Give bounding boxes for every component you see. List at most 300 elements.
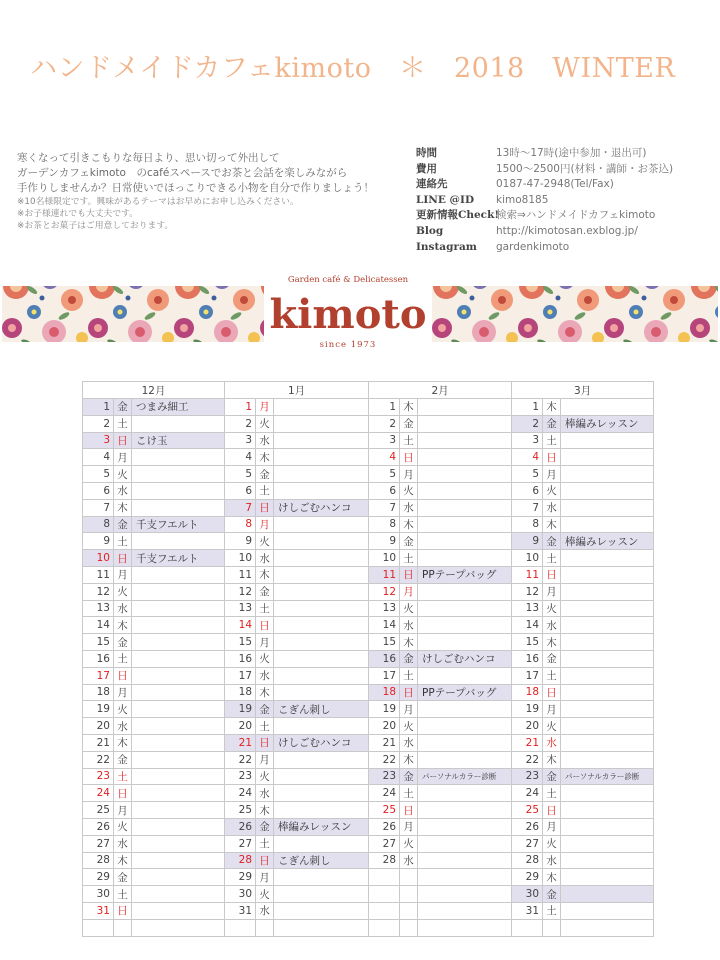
day-number: 24 xyxy=(369,785,400,802)
weekday: 木 xyxy=(400,751,418,768)
event xyxy=(132,684,225,701)
intro-text xyxy=(17,151,417,232)
day-number xyxy=(369,902,400,919)
weekday: 土 xyxy=(114,650,132,667)
weekday: 火 xyxy=(543,835,561,852)
day-number: 19 xyxy=(512,701,543,718)
info-value: 0187-47-2948(Tel/Fax) xyxy=(496,178,614,191)
weekday: 木 xyxy=(114,617,132,634)
event xyxy=(274,667,369,684)
weekday: 日 xyxy=(543,566,561,583)
event xyxy=(418,751,512,768)
weekday: 金 xyxy=(114,516,132,533)
day-number: 4 xyxy=(225,449,256,466)
weekday: 水 xyxy=(543,852,561,869)
weekday: 月 xyxy=(114,684,132,701)
event: つまみ細工 xyxy=(132,399,225,416)
event xyxy=(274,399,369,416)
weekday: 木 xyxy=(256,566,274,583)
day-number: 23 xyxy=(225,768,256,785)
event xyxy=(132,600,225,617)
weekday: 月 xyxy=(543,701,561,718)
weekday: 日 xyxy=(400,566,418,583)
weekday: 水 xyxy=(256,550,274,567)
event xyxy=(274,919,369,936)
day-number: 27 xyxy=(369,835,400,852)
day-number: 30 xyxy=(83,886,114,903)
weekday: 月 xyxy=(400,583,418,600)
event xyxy=(561,516,654,533)
weekday xyxy=(543,919,561,936)
event: こぎん刺し xyxy=(274,852,369,869)
weekday: 土 xyxy=(256,718,274,735)
event xyxy=(561,869,654,886)
weekday: 日 xyxy=(543,684,561,701)
weekday: 水 xyxy=(114,835,132,852)
event xyxy=(418,785,512,802)
day-number: 26 xyxy=(369,818,400,835)
event xyxy=(561,449,654,466)
day-number: 8 xyxy=(512,516,543,533)
weekday: 木 xyxy=(400,634,418,651)
day-number: 16 xyxy=(83,650,114,667)
event xyxy=(418,449,512,466)
page-title: ハンドメイドカフェkimoto ＊ 2018 WINTER xyxy=(30,53,676,84)
calendar-row xyxy=(83,718,654,735)
weekday: 月 xyxy=(400,701,418,718)
day-number: 11 xyxy=(225,566,256,583)
weekday: 火 xyxy=(256,533,274,550)
event xyxy=(274,566,369,583)
weekday: 金 xyxy=(400,768,418,785)
info-contact xyxy=(416,177,716,193)
day-number: 30 xyxy=(512,886,543,903)
banner-tagline: Garden café & Delicatessen xyxy=(287,275,409,285)
weekday: 火 xyxy=(400,718,418,735)
event xyxy=(132,886,225,903)
event: こぎん刺し xyxy=(274,701,369,718)
event xyxy=(274,869,369,886)
event xyxy=(274,768,369,785)
day-number: 28 xyxy=(83,852,114,869)
intro-note: ※お子様連れでも大丈夫です。 xyxy=(17,209,139,219)
weekday: 金 xyxy=(543,768,561,785)
weekday: 木 xyxy=(400,399,418,416)
weekday: 土 xyxy=(256,835,274,852)
day-number: 12 xyxy=(83,583,114,600)
weekday xyxy=(400,886,418,903)
kimoto-logo: kimoto xyxy=(269,291,427,338)
event xyxy=(418,818,512,835)
day-number: 24 xyxy=(512,785,543,802)
event xyxy=(418,701,512,718)
weekday: 水 xyxy=(400,852,418,869)
day-number xyxy=(512,919,543,936)
calendar-row xyxy=(83,482,654,499)
weekday: 木 xyxy=(256,684,274,701)
weekday: 金 xyxy=(114,751,132,768)
weekday: 水 xyxy=(256,432,274,449)
event: PPテープバッグ xyxy=(418,566,512,583)
day-number: 9 xyxy=(369,533,400,550)
event xyxy=(561,802,654,819)
day-number: 17 xyxy=(225,667,256,684)
day-number: 23 xyxy=(512,768,543,785)
event xyxy=(274,617,369,634)
calendar-row xyxy=(83,432,654,449)
event xyxy=(418,919,512,936)
info-fee xyxy=(416,162,716,178)
weekday: 木 xyxy=(114,499,132,516)
weekday: 月 xyxy=(114,566,132,583)
event xyxy=(132,802,225,819)
info-value: kimo8185 xyxy=(496,193,549,206)
day-number: 21 xyxy=(369,734,400,751)
day-number: 22 xyxy=(512,751,543,768)
event xyxy=(274,718,369,735)
event xyxy=(132,919,225,936)
weekday: 土 xyxy=(543,902,561,919)
event xyxy=(418,600,512,617)
event xyxy=(418,718,512,735)
event xyxy=(418,583,512,600)
calendar-row xyxy=(83,852,654,869)
day-number: 26 xyxy=(225,818,256,835)
day-number: 20 xyxy=(512,718,543,735)
weekday: 火 xyxy=(400,835,418,852)
day-number: 10 xyxy=(83,550,114,567)
weekday: 月 xyxy=(256,634,274,651)
calendar-row xyxy=(83,634,654,651)
event xyxy=(561,902,654,919)
weekday: 日 xyxy=(114,667,132,684)
event xyxy=(274,482,369,499)
day-number: 2 xyxy=(83,415,114,432)
weekday: 水 xyxy=(256,785,274,802)
weekday: 日 xyxy=(114,550,132,567)
day-number: 9 xyxy=(83,533,114,550)
calendar-row xyxy=(83,886,654,903)
event xyxy=(274,600,369,617)
weekday: 日 xyxy=(114,432,132,449)
event xyxy=(132,533,225,550)
day-number: 10 xyxy=(512,550,543,567)
weekday: 日 xyxy=(256,852,274,869)
day-number: 17 xyxy=(512,667,543,684)
calendar-row xyxy=(83,667,654,684)
weekday: 日 xyxy=(543,802,561,819)
event xyxy=(418,399,512,416)
day-number: 8 xyxy=(83,516,114,533)
day-number: 13 xyxy=(225,600,256,617)
day-number: 8 xyxy=(225,516,256,533)
day-number: 16 xyxy=(512,650,543,667)
event xyxy=(418,802,512,819)
day-number: 9 xyxy=(225,533,256,550)
day-number: 4 xyxy=(512,449,543,466)
calendar-row xyxy=(83,869,654,886)
day-number: 12 xyxy=(225,583,256,600)
event xyxy=(274,886,369,903)
day-number: 6 xyxy=(512,482,543,499)
event xyxy=(132,482,225,499)
day-number: 19 xyxy=(83,701,114,718)
weekday: 火 xyxy=(400,600,418,617)
event xyxy=(274,550,369,567)
day-number: 23 xyxy=(369,768,400,785)
event xyxy=(132,701,225,718)
weekday: 水 xyxy=(256,902,274,919)
info-label: LINE @ID xyxy=(416,193,475,206)
weekday xyxy=(400,869,418,886)
instagram-link[interactable]: gardenkimoto xyxy=(496,240,570,253)
info-instagram xyxy=(416,240,716,256)
event xyxy=(561,785,654,802)
day-number: 2 xyxy=(369,415,400,432)
event xyxy=(561,667,654,684)
day-number: 4 xyxy=(369,449,400,466)
event xyxy=(274,466,369,483)
event xyxy=(132,583,225,600)
day-number: 13 xyxy=(83,600,114,617)
day-number: 21 xyxy=(512,734,543,751)
event xyxy=(132,617,225,634)
day-number: 27 xyxy=(512,835,543,852)
calendar-table xyxy=(82,381,654,937)
weekday: 水 xyxy=(400,734,418,751)
event xyxy=(561,919,654,936)
day-number: 18 xyxy=(512,684,543,701)
day-number: 20 xyxy=(369,718,400,735)
event xyxy=(561,734,654,751)
weekday: 火 xyxy=(114,701,132,718)
event xyxy=(132,751,225,768)
event xyxy=(274,583,369,600)
day-number: 1 xyxy=(83,399,114,416)
month-header: 12月 xyxy=(83,382,225,399)
calendar-row xyxy=(83,701,654,718)
day-number: 21 xyxy=(83,734,114,751)
day-number: 25 xyxy=(225,802,256,819)
weekday: 水 xyxy=(114,718,132,735)
intro-line: ガーデンカフェkimoto のcaféスペースでお茶と会話を楽しみながら xyxy=(17,167,348,179)
day-number: 26 xyxy=(512,818,543,835)
day-number: 5 xyxy=(225,466,256,483)
event xyxy=(561,617,654,634)
event: 千支フエルト xyxy=(132,516,225,533)
weekday: 日 xyxy=(400,802,418,819)
event xyxy=(418,734,512,751)
calendar-row xyxy=(83,919,654,936)
event xyxy=(418,432,512,449)
weekday: 日 xyxy=(543,449,561,466)
event xyxy=(561,482,654,499)
day-number: 22 xyxy=(225,751,256,768)
weekday: 木 xyxy=(256,802,274,819)
weekday: 金 xyxy=(256,466,274,483)
calendar-row xyxy=(83,734,654,751)
day-number: 20 xyxy=(225,718,256,735)
weekday: 火 xyxy=(543,600,561,617)
event xyxy=(561,550,654,567)
weekday: 土 xyxy=(543,550,561,567)
weekday: 水 xyxy=(256,667,274,684)
day-number: 11 xyxy=(83,566,114,583)
weekday: 木 xyxy=(256,449,274,466)
event xyxy=(561,751,654,768)
weekday: 金 xyxy=(256,583,274,600)
event xyxy=(418,852,512,869)
weekday: 日 xyxy=(256,499,274,516)
day-number: 23 xyxy=(83,768,114,785)
event xyxy=(132,818,225,835)
event xyxy=(418,634,512,651)
blog-link[interactable]: http://kimotosan.exblog.jp/ xyxy=(496,224,638,237)
intro-note: ※10名様限定です。興味があるテーマはお早めにお申し込みください。 xyxy=(17,197,299,207)
weekday: 金 xyxy=(114,399,132,416)
floral-banner xyxy=(2,268,718,350)
day-number: 7 xyxy=(225,499,256,516)
weekday: 火 xyxy=(256,650,274,667)
weekday: 火 xyxy=(114,583,132,600)
day-number: 27 xyxy=(83,835,114,852)
info-value: 1500～2500円(材料・講師・お茶込) xyxy=(496,162,674,175)
event xyxy=(561,718,654,735)
day-number: 10 xyxy=(369,550,400,567)
day-number: 15 xyxy=(369,634,400,651)
day-number: 14 xyxy=(225,617,256,634)
weekday: 水 xyxy=(543,499,561,516)
day-number: 14 xyxy=(512,617,543,634)
weekday: 土 xyxy=(400,550,418,567)
month-header: 3月 xyxy=(512,382,654,399)
day-number: 29 xyxy=(225,869,256,886)
info-value: 13時～17時(途中参加・退出可) xyxy=(496,147,647,159)
month-header: 1月 xyxy=(225,382,369,399)
info-time xyxy=(416,146,716,162)
weekday xyxy=(400,919,418,936)
event xyxy=(561,399,654,416)
day-number: 10 xyxy=(225,550,256,567)
event xyxy=(561,499,654,516)
weekday: 金 xyxy=(400,533,418,550)
weekday: 金 xyxy=(256,701,274,718)
day-number: 28 xyxy=(369,852,400,869)
day-number xyxy=(225,919,256,936)
calendar xyxy=(82,381,653,937)
day-number: 9 xyxy=(512,533,543,550)
weekday: 木 xyxy=(400,516,418,533)
calendar-row xyxy=(83,466,654,483)
day-number: 28 xyxy=(225,852,256,869)
day-number xyxy=(369,869,400,886)
weekday: 土 xyxy=(543,432,561,449)
event xyxy=(274,684,369,701)
event xyxy=(561,634,654,651)
day-number: 16 xyxy=(369,650,400,667)
day-number: 1 xyxy=(225,399,256,416)
event xyxy=(418,617,512,634)
weekday: 火 xyxy=(256,886,274,903)
calendar-row xyxy=(83,650,654,667)
calendar-row xyxy=(83,399,654,416)
weekday: 月 xyxy=(400,466,418,483)
calendar-row xyxy=(83,583,654,600)
day-number: 24 xyxy=(83,785,114,802)
day-number: 31 xyxy=(83,902,114,919)
calendar-row xyxy=(83,802,654,819)
calendar-row xyxy=(83,566,654,583)
day-number: 6 xyxy=(225,482,256,499)
event xyxy=(561,566,654,583)
info-update xyxy=(416,208,716,224)
weekday xyxy=(256,919,274,936)
day-number: 18 xyxy=(225,684,256,701)
weekday: 火 xyxy=(256,415,274,432)
event xyxy=(274,634,369,651)
day-number: 27 xyxy=(225,835,256,852)
day-number: 5 xyxy=(369,466,400,483)
event: けしごむハンコ xyxy=(418,650,512,667)
event xyxy=(561,701,654,718)
weekday: 日 xyxy=(114,785,132,802)
weekday: 日 xyxy=(256,617,274,634)
weekday: 金 xyxy=(543,650,561,667)
day-number: 15 xyxy=(225,634,256,651)
info-label: Blog xyxy=(416,224,444,237)
day-number: 5 xyxy=(83,466,114,483)
weekday: 金 xyxy=(543,886,561,903)
day-number: 7 xyxy=(369,499,400,516)
event xyxy=(418,869,512,886)
day-number: 22 xyxy=(83,751,114,768)
event xyxy=(132,718,225,735)
day-number: 31 xyxy=(225,902,256,919)
day-number: 3 xyxy=(225,432,256,449)
event xyxy=(274,432,369,449)
weekday: 日 xyxy=(114,902,132,919)
weekday: 土 xyxy=(114,533,132,550)
weekday: 土 xyxy=(400,432,418,449)
event xyxy=(274,902,369,919)
day-number: 25 xyxy=(369,802,400,819)
event xyxy=(132,566,225,583)
event xyxy=(418,886,512,903)
weekday: 金 xyxy=(114,869,132,886)
day-number: 16 xyxy=(225,650,256,667)
event xyxy=(561,650,654,667)
weekday: 木 xyxy=(114,852,132,869)
day-number: 6 xyxy=(369,482,400,499)
event xyxy=(132,852,225,869)
event: けしごむハンコ xyxy=(274,734,369,751)
day-number: 18 xyxy=(369,684,400,701)
event xyxy=(418,835,512,852)
event xyxy=(132,734,225,751)
day-number: 25 xyxy=(83,802,114,819)
day-number: 12 xyxy=(369,583,400,600)
calendar-row xyxy=(83,751,654,768)
weekday: 木 xyxy=(543,399,561,416)
day-number: 30 xyxy=(225,886,256,903)
event: こけ玉 xyxy=(132,432,225,449)
event xyxy=(132,449,225,466)
day-number: 4 xyxy=(83,449,114,466)
weekday: 水 xyxy=(543,617,561,634)
weekday: 火 xyxy=(114,466,132,483)
day-number: 29 xyxy=(83,869,114,886)
event xyxy=(274,835,369,852)
